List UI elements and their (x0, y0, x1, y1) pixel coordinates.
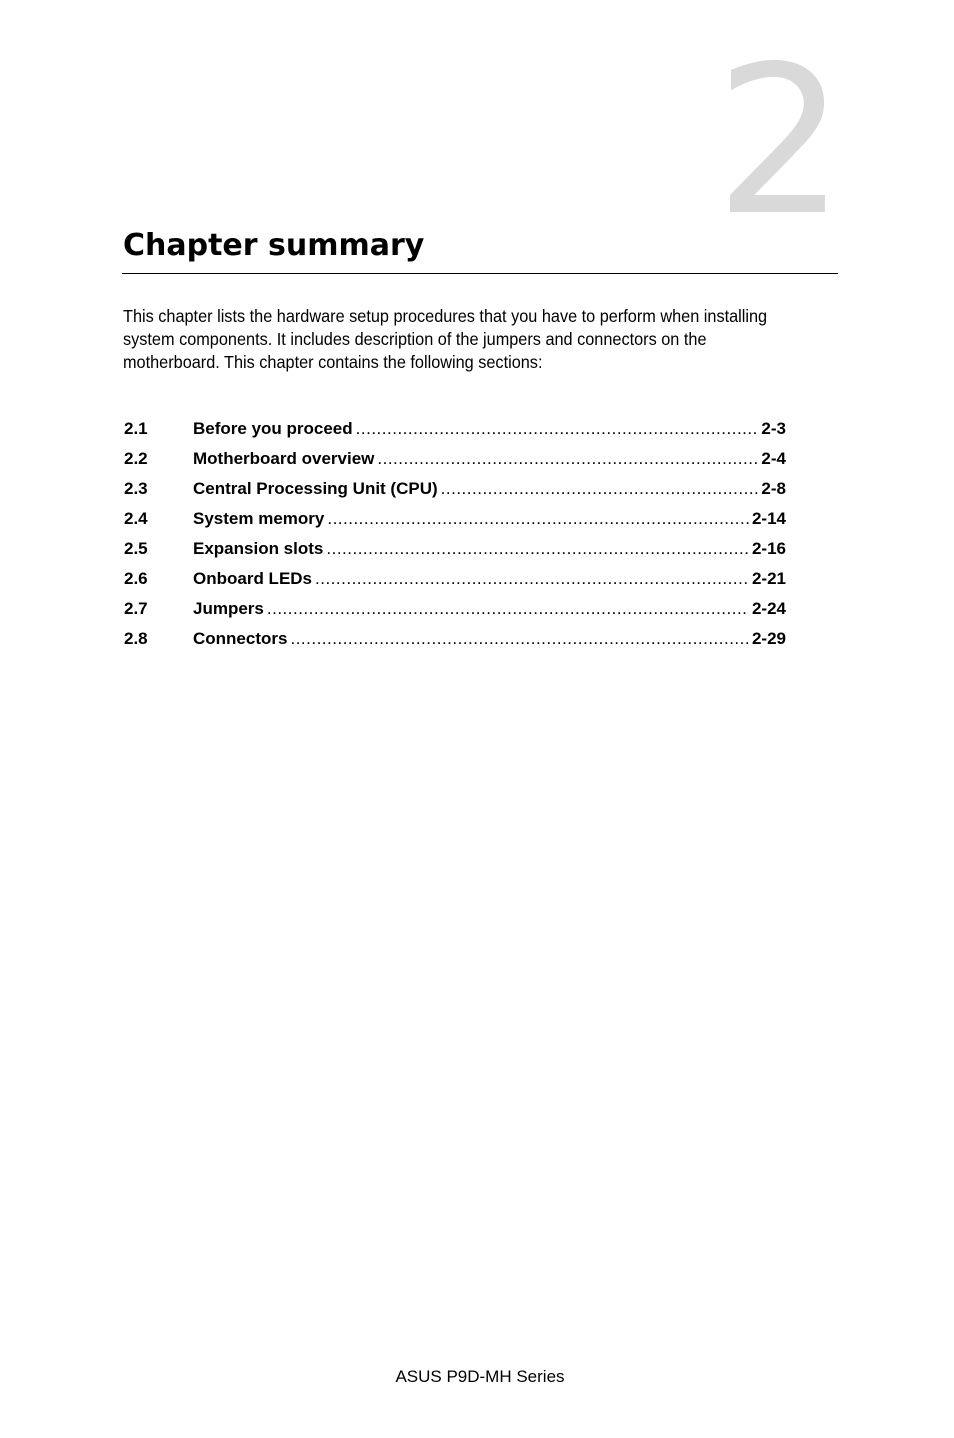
toc-section-title: Connectors (193, 629, 288, 648)
toc-entry[interactable] (124, 416, 786, 446)
toc-page-number: 2-16 (751, 539, 786, 558)
table-of-contents (124, 416, 786, 656)
toc-section-title: Central Processing Unit (CPU) (193, 479, 438, 498)
toc-dot-leader (290, 626, 749, 652)
title-divider (122, 273, 838, 274)
toc-entry[interactable] (124, 506, 786, 536)
toc-section-title: Jumpers (193, 599, 264, 618)
toc-dot-leader (327, 506, 749, 532)
toc-page-number: 2-24 (751, 599, 786, 618)
toc-entry[interactable] (124, 536, 786, 566)
toc-section-number: 2.6 (124, 569, 148, 588)
toc-section-title: Before you proceed (193, 419, 353, 438)
toc-entry[interactable] (124, 626, 786, 656)
toc-dot-leader (441, 476, 759, 502)
toc-dot-leader (267, 596, 749, 622)
toc-section-number: 2.7 (124, 599, 148, 618)
toc-section-title: Motherboard overview (193, 449, 375, 468)
toc-section-number: 2.1 (124, 419, 148, 438)
toc-section-number: 2.4 (124, 509, 148, 528)
toc-dot-leader (315, 566, 749, 592)
toc-section-number: 2.8 (124, 629, 148, 648)
page-footer: ASUS P9D-MH Series (395, 1367, 565, 1386)
chapter-intro-paragraph: This chapter lists the hardware setup procedures that you have to perform when installing system components. It includes description of the jumpers and connectors on the motherboard. This chapter contains the following sections: (123, 306, 768, 372)
toc-section-title: System memory (193, 509, 325, 528)
toc-section-number: 2.5 (124, 539, 148, 558)
chapter-title: Chapter summary (123, 228, 425, 263)
chapter-number: 2 (715, 23, 846, 261)
toc-entry[interactable] (124, 476, 786, 506)
toc-entry[interactable] (124, 596, 786, 626)
toc-section-title: Expansion slots (193, 539, 324, 558)
toc-dot-leader (326, 536, 749, 562)
toc-dot-leader (356, 416, 759, 442)
toc-page-number: 2-29 (751, 629, 786, 648)
toc-section-title: Onboard LEDs (193, 569, 313, 588)
toc-page-number: 2-4 (761, 449, 786, 468)
toc-page-number: 2-14 (751, 509, 786, 528)
toc-page-number: 2-21 (751, 569, 786, 588)
toc-section-number: 2.3 (124, 479, 148, 498)
toc-entry[interactable] (124, 446, 786, 476)
toc-section-number: 2.2 (124, 449, 148, 468)
toc-page-number: 2-3 (761, 419, 786, 438)
toc-dot-leader (377, 446, 758, 472)
toc-page-number: 2-8 (761, 479, 786, 498)
toc-entry[interactable] (124, 566, 786, 596)
